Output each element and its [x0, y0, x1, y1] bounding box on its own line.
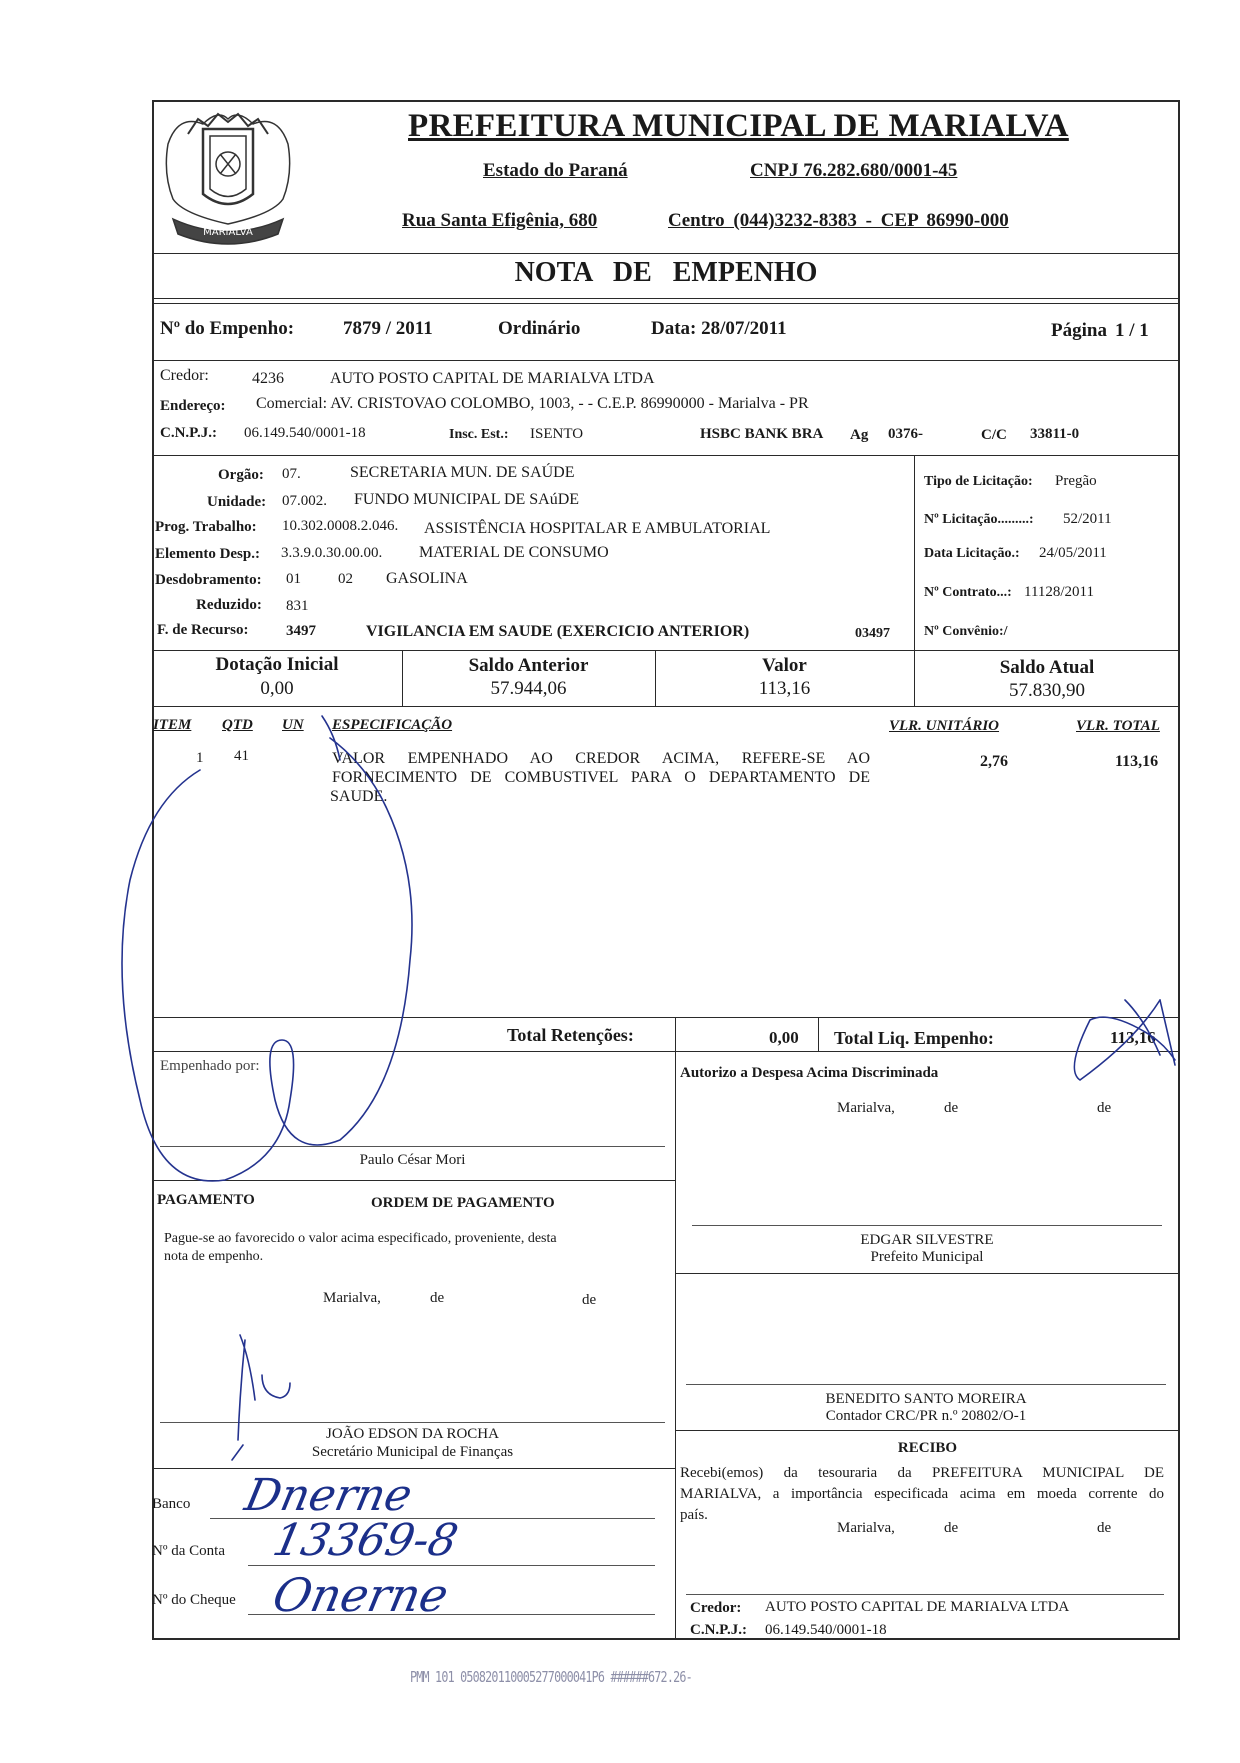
elemento-code: 3.3.9.0.30.00.00.	[281, 545, 383, 561]
pagamento-city: Marialva,	[323, 1290, 381, 1306]
saldo-atual-value: 57.830,90	[1009, 680, 1085, 701]
recibo-text-line3: país.	[680, 1507, 708, 1523]
page-label: Página	[1051, 320, 1107, 341]
item-spec-line1: VALOR EMPENHADO AO CREDOR ACIMA, REFERE-SE AO	[332, 750, 870, 767]
item-vlr-total: 113,16	[1115, 753, 1159, 770]
banco-label: Banco	[152, 1496, 191, 1512]
recibo-title: RECIBO	[897, 1440, 958, 1456]
recibo-city: Marialva,	[837, 1520, 895, 1536]
item-spec-line2: FORNECIMENTO DE COMBUSTIVEL PARA O DEPARTAMENTO DE	[332, 769, 870, 786]
orgao-label: Orgão:	[218, 467, 264, 483]
desdob-a: 01	[286, 571, 301, 587]
saldo-atual-label: Saldo Atual	[999, 657, 1095, 678]
agency-label: Ag	[850, 427, 869, 443]
ordem-pagamento-label: ORDEM DE PAGAMENTO	[371, 1195, 555, 1211]
recibo-text-line2: MARIALVA, a importância especificada acima em moeda corrente do	[680, 1486, 1164, 1502]
pagamento-text-line1: Pague-se ao favorecido o valor acima especificado, proveniente, desta	[164, 1231, 557, 1246]
prefeito-role: Prefeito Municipal	[870, 1249, 984, 1265]
recurso-right: 03497	[855, 626, 890, 641]
orgao-name: SECRETARIA MUN. DE SAÚDE	[350, 464, 575, 481]
pagamento-text-line2: nota de empenho.	[164, 1249, 264, 1264]
recibo-credor-value: AUTO POSTO CAPITAL DE MARIALVA LTDA	[765, 1599, 1070, 1615]
col-vlr-total: VLR. TOTAL	[1076, 718, 1160, 734]
item-spec-line3: SAUDE.	[330, 788, 388, 805]
unidade-code: 07.002.	[282, 493, 327, 509]
elemento-label: Elemento Desp.:	[155, 546, 260, 562]
pagamento-role: Secretário Municipal de Finanças	[311, 1444, 514, 1460]
num-licitacao-value: 52/2011	[1063, 511, 1112, 527]
recibo-text-line1: Recebi(emos) da tesouraria da PREFEITURA MUNICIPAL DE	[680, 1465, 1164, 1481]
pagamento-de2: de	[582, 1292, 597, 1308]
data-licitacao-label: Data Licitação.:	[924, 546, 1020, 561]
num-licitacao-label: Nº Licitação.........:	[924, 512, 1034, 527]
page-number: 1 / 1	[1115, 320, 1149, 341]
contrato-value: 11128/2011	[1024, 584, 1094, 600]
state-label: Estado do Paraná	[483, 160, 628, 181]
retencoes-label: Total Retenções:	[507, 1025, 634, 1045]
cnpj-credor-label: C.N.P.J.:	[160, 425, 217, 441]
credor-label: Credor:	[160, 367, 209, 384]
col-item: ITEM	[153, 717, 192, 733]
doc-title: NOTA DE EMPENHO	[514, 257, 818, 288]
total-liq-value: 113,16	[1110, 1028, 1156, 1047]
desdob-b: 02	[338, 571, 353, 587]
reduzido-label: Reduzido:	[196, 597, 262, 613]
convenio-label: Nº Convênio:/	[924, 624, 1008, 639]
col-qtd: QTD	[222, 717, 253, 733]
pagamento-name: JOÃO EDSON DA ROCHA	[326, 1426, 499, 1442]
item-number: 1	[196, 750, 204, 766]
dotacao-label: Dotação Inicial	[215, 654, 339, 675]
recurso-code: 3497	[286, 623, 316, 639]
address-label: Endereço:	[160, 398, 226, 414]
empenho-type: Ordinário	[498, 318, 581, 339]
conta-value: 13369-8	[268, 1515, 463, 1566]
page-title: PREFEITURA MUNICIPAL DE MARIALVA	[408, 108, 1069, 144]
bank-name: HSBC BANK BRA	[700, 426, 824, 442]
autorizo-de2: de	[1097, 1100, 1112, 1116]
prog-code: 10.302.0008.2.046.	[282, 518, 399, 534]
insc-value: ISENTO	[530, 426, 584, 442]
prog-label: Prog. Trabalho:	[155, 519, 257, 535]
item-vlr-unit: 2,76	[980, 753, 1008, 770]
street-address: Rua Santa Efigênia, 680	[402, 210, 598, 231]
account-value: 33811-0	[1030, 426, 1080, 442]
autorizo-city: Marialva,	[837, 1100, 895, 1116]
agency-value: 0376-	[888, 426, 923, 442]
credor-code: 4236	[252, 370, 284, 387]
total-liq-label: Total Liq. Empenho:	[834, 1028, 994, 1048]
col-vlr-unit: VLR. UNITÁRIO	[889, 718, 1000, 734]
data-licitacao-value: 24/05/2011	[1039, 545, 1107, 561]
autorizo-label: Autorizo a Despesa Acima Discriminada	[680, 1065, 939, 1081]
recibo-de1: de	[944, 1520, 959, 1536]
account-label: C/C	[981, 427, 1007, 443]
reduzido-value: 831	[286, 598, 309, 614]
tipo-licitacao-label: Tipo de Licitação:	[924, 474, 1033, 489]
dotacao-value: 0,00	[260, 678, 294, 699]
tipo-licitacao-value: Pregão	[1055, 473, 1097, 489]
col-un: UN	[282, 717, 304, 733]
recibo-cnpj-label: C.N.P.J.:	[690, 1622, 747, 1638]
prog-name: ASSISTÊNCIA HOSPITALAR E AMBULATORIAL	[424, 520, 771, 537]
contador-role: Contador CRC/PR n.º 20802/O-1	[825, 1408, 1027, 1424]
item-qtd: 41	[234, 748, 249, 764]
credor-name: AUTO POSTO CAPITAL DE MARIALVA LTDA	[330, 370, 655, 387]
elemento-name: MATERIAL DE CONSUMO	[419, 544, 609, 561]
recibo-credor-label: Credor:	[690, 1600, 742, 1616]
recibo-de2: de	[1097, 1520, 1112, 1536]
prefeito-name: EDGAR SILVESTRE	[860, 1232, 994, 1248]
contador-name: BENEDITO SANTO MOREIRA	[825, 1391, 1027, 1407]
cheque-label: Nº do Cheque	[152, 1592, 236, 1608]
col-spec: ESPECIFICAÇÃO	[332, 717, 453, 733]
empenho-date: Data: 28/07/2011	[651, 318, 787, 339]
autorizo-de1: de	[944, 1100, 959, 1116]
valor-label: Valor	[762, 655, 807, 676]
retencoes-value: 0,00	[769, 1028, 799, 1047]
empenhado-name: Paulo César Mori	[359, 1152, 466, 1168]
contrato-label: Nº Contrato...:	[924, 585, 1012, 600]
recurso-label: F. de Recurso:	[157, 622, 249, 638]
cnpj-credor-value: 06.149.540/0001-18	[244, 425, 366, 441]
valor-value: 113,16	[758, 678, 811, 699]
address-value: Comercial: AV. CRISTOVAO COLOMBO, 1003, - - C.E.P. 86990000 - Marialva - PR	[256, 395, 809, 412]
desdob-name: GASOLINA	[386, 570, 468, 587]
pagamento-label: PAGAMENTO	[157, 1192, 255, 1208]
empenho-number-label: Nº do Empenho:	[160, 318, 295, 339]
recibo-cnpj-value: 06.149.540/0001-18	[765, 1622, 887, 1638]
conta-label: Nº da Conta	[152, 1543, 225, 1559]
empenhado-label: Empenhado por:	[160, 1058, 260, 1074]
recurso-name: VIGILANCIA EM SAUDE (EXERCICIO ANTERIOR)	[366, 623, 750, 640]
saldo-anterior-label: Saldo Anterior	[468, 655, 589, 676]
insc-label: Insc. Est.:	[449, 427, 509, 442]
cheque-value: Onerne	[268, 1568, 454, 1622]
unidade-label: Unidade:	[207, 494, 267, 510]
banco-value: Dnerne	[240, 1470, 417, 1521]
crest-text: MARIALVA	[203, 227, 253, 238]
contact-line: Centro (044)3232-8383 - CEP 86990-000	[668, 210, 1009, 231]
cnpj-label: CNPJ 76.282.680/0001-45	[750, 160, 958, 181]
orgao-code: 07.	[282, 466, 301, 482]
unidade-name: FUNDO MUNICIPAL DE SAúDE	[354, 491, 580, 508]
desdob-label: Desdobramento:	[155, 572, 262, 588]
footer-code: PMM 101 050820110005277000041P6 ######672.26-	[410, 1668, 692, 1686]
empenho-number: 7879 / 2011	[343, 318, 433, 339]
pagamento-de1: de	[430, 1290, 445, 1306]
saldo-anterior-value: 57.944,06	[490, 678, 567, 699]
